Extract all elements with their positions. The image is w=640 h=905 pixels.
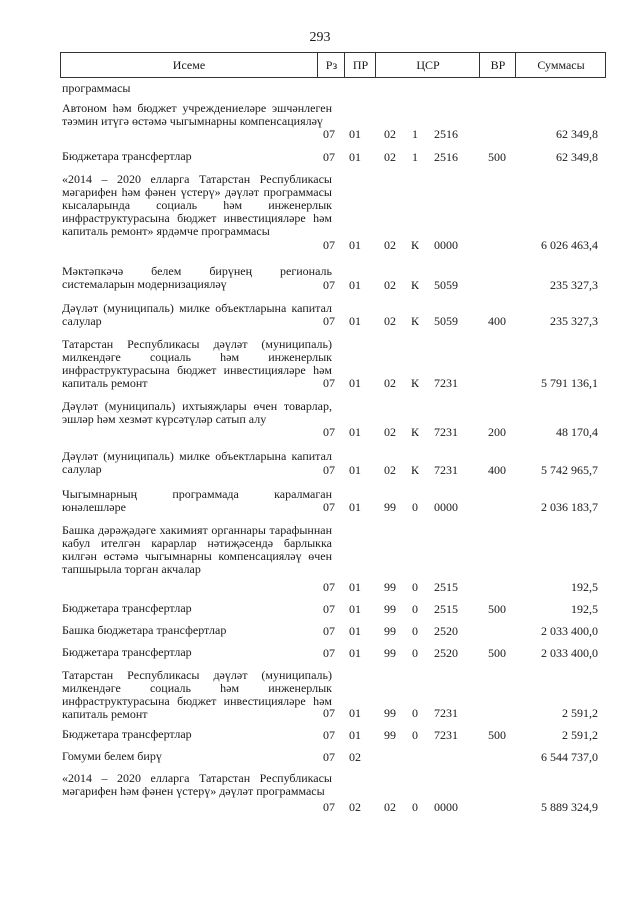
row-csr-program: 99 — [384, 580, 396, 594]
row-vr: 200 — [488, 425, 506, 439]
row-pr: 01 — [349, 314, 361, 328]
row-pr: 01 — [349, 463, 361, 477]
row-vr: 500 — [488, 150, 506, 164]
row-csr-direction: 7231 — [434, 376, 458, 390]
row-pr: 01 — [349, 624, 361, 638]
row-pr: 01 — [349, 602, 361, 616]
table-row — [62, 265, 606, 292]
table-row — [62, 338, 606, 390]
row-csr-subprogram: 0 — [412, 580, 418, 594]
row-vr: 500 — [488, 646, 506, 660]
column-header-pr: ПР — [344, 53, 376, 77]
row-name: Автоном һәм бюджет учреждениеләре эшчәнлеген тәэмин итүгә өстәмә чыгымнарны компенсацияләү — [62, 101, 332, 128]
row-sum: 2 033 400,0 — [541, 624, 598, 638]
row-csr-program: 02 — [384, 150, 396, 164]
row-csr-subprogram: К — [410, 278, 419, 292]
row-rz: 07 — [323, 602, 335, 616]
row-rz: 07 — [323, 376, 335, 390]
row-rz: 07 — [323, 800, 335, 814]
row-sum: 235 327,3 — [550, 314, 598, 328]
row-pr: 01 — [349, 376, 361, 390]
row-vr: 400 — [488, 314, 506, 328]
row-csr-subprogram: 1 — [412, 127, 418, 141]
row-vr: 500 — [488, 602, 506, 616]
row-csr-direction: 0000 — [434, 500, 458, 514]
table-header — [60, 52, 606, 78]
row-pr: 01 — [349, 728, 361, 742]
row-name: Чыгымнарның программада каралмаган юнәлешләре — [62, 487, 332, 514]
row-csr-program: 02 — [384, 800, 396, 814]
row-rz: 07 — [323, 463, 335, 477]
row-name: Бюджетара трансфертлар — [62, 149, 192, 163]
row-csr-program: 99 — [384, 728, 396, 742]
row-pr: 01 — [349, 238, 361, 252]
row-rz: 07 — [323, 580, 335, 594]
row-name: «2014 – 2020 елларга Татарстан Республикасы мәгарифен һәм фәнен үстерү» дәүләт программасы — [62, 771, 332, 798]
row-sum: 2 591,2 — [562, 728, 598, 742]
table-row — [62, 150, 606, 164]
row-rz: 07 — [323, 624, 335, 638]
row-sum: 6 026 463,4 — [541, 238, 598, 252]
continuation-text: программасы — [62, 81, 131, 95]
row-rz: 07 — [323, 238, 335, 252]
row-csr-direction: 7231 — [434, 463, 458, 477]
row-name: Бюджетара трансфертлар — [62, 645, 192, 659]
row-sum: 2 036 183,7 — [541, 500, 598, 514]
row-name: Бюджетара трансфертлар — [62, 601, 192, 615]
row-sum: 62 349,8 — [556, 127, 598, 141]
row-vr: 500 — [488, 728, 506, 742]
row-rz: 07 — [323, 706, 335, 720]
row-sum: 2 591,2 — [562, 706, 598, 720]
row-rz: 07 — [323, 150, 335, 164]
row-pr: 01 — [349, 580, 361, 594]
table-row — [62, 669, 606, 720]
row-csr-program: 99 — [384, 500, 396, 514]
row-csr-program: 99 — [384, 602, 396, 616]
row-csr-program: 99 — [384, 706, 396, 720]
row-rz: 07 — [323, 278, 335, 292]
table-row — [62, 102, 606, 141]
row-csr-subprogram: 0 — [412, 646, 418, 660]
row-csr-direction: 2516 — [434, 150, 458, 164]
row-sum: 5 742 965,7 — [541, 463, 598, 477]
row-csr-program: 02 — [384, 127, 396, 141]
row-sum: 5 791 136,1 — [541, 376, 598, 390]
row-csr-subprogram: 0 — [412, 602, 418, 616]
row-vr: 400 — [488, 463, 506, 477]
row-csr-subprogram: К — [410, 376, 419, 390]
row-name: Гомуми белем бирү — [62, 749, 162, 763]
row-csr-direction: 0000 — [434, 800, 458, 814]
row-sum: 6 544 737,0 — [541, 750, 598, 764]
row-csr-direction: 0000 — [434, 238, 458, 252]
row-pr: 01 — [349, 500, 361, 514]
row-csr-direction: 2515 — [434, 580, 458, 594]
row-csr-program: 02 — [384, 376, 396, 390]
row-csr-program: 99 — [384, 646, 396, 660]
row-csr-program: 02 — [384, 425, 396, 439]
row-csr-direction: 7231 — [434, 706, 458, 720]
row-sum: 192,5 — [571, 602, 598, 616]
row-sum: 192,5 — [571, 580, 598, 594]
row-sum: 62 349,8 — [556, 150, 598, 164]
row-sum: 5 889 324,9 — [541, 800, 598, 814]
row-pr: 01 — [349, 278, 361, 292]
row-name: Дәүләт (муниципаль) ихтыяҗлары өчен товарлар, эшләр һәм хезмәт күрсәтүләр сатып алу — [62, 399, 332, 426]
row-name: Татарстан Республикасы дәүләт (муниципаль) милкендәге социаль һәм инженерлык инфраструктурасына бюджет инвестицияләре һәм капиталь ремонт — [62, 337, 332, 390]
row-rz: 07 — [323, 425, 335, 439]
row-sum: 48 170,4 — [556, 425, 598, 439]
row-name: Татарстан Республикасы дәүләт (муниципаль) милкендәге социаль һәм инженерлык инфраструктурасына бюджет инвестицияләре һәм капиталь ремонт — [62, 668, 332, 721]
row-pr: 02 — [349, 800, 361, 814]
row-pr: 02 — [349, 750, 361, 764]
row-name: Башка бюджетара трансфертлар — [62, 623, 227, 637]
row-rz: 07 — [323, 750, 335, 764]
row-csr-direction: 5059 — [434, 314, 458, 328]
row-csr-direction: 2520 — [434, 624, 458, 638]
row-csr-direction: 7231 — [434, 425, 458, 439]
row-csr-subprogram: 0 — [412, 706, 418, 720]
row-pr: 01 — [349, 425, 361, 439]
table-row — [62, 750, 606, 764]
table-row — [62, 400, 606, 439]
row-csr-subprogram: К — [410, 238, 419, 252]
row-csr-direction: 2520 — [434, 646, 458, 660]
row-pr: 01 — [349, 646, 361, 660]
row-csr-program: 02 — [384, 238, 396, 252]
table-row — [62, 624, 606, 638]
row-csr-subprogram: 0 — [412, 500, 418, 514]
row-csr-direction: 2515 — [434, 602, 458, 616]
table-row — [62, 524, 606, 594]
table-row — [62, 728, 606, 742]
row-name: Мәктәпкәчә белем бирүнең региональ системаларын модернизацияләү — [62, 264, 332, 291]
page-number: 293 — [309, 30, 331, 45]
table-row — [62, 772, 606, 814]
column-header-sum: Суммасы — [515, 53, 606, 77]
row-csr-program: 02 — [384, 278, 396, 292]
row-name: «2014 – 2020 елларга Татарстан Республикасы мәгарифен һәм фәнен үстерү» дәүләт программасы кысаларында социаль һәм инженерлык инфраструктурасына бюджет инвестицияләре һәм капиталь ремонт» ярдәмче программасы — [62, 172, 332, 238]
row-csr-program: 99 — [384, 624, 396, 638]
row-pr: 01 — [349, 127, 361, 141]
column-header-vr: ВР — [479, 53, 516, 77]
row-name: Бюджетара трансфертлар — [62, 727, 192, 741]
row-name: Дәүләт (муниципаль) милке объектларына капитал салулар — [62, 301, 332, 328]
row-csr-subprogram: 0 — [412, 728, 418, 742]
row-rz: 07 — [323, 646, 335, 660]
row-csr-subprogram: 0 — [412, 800, 418, 814]
row-csr-subprogram: К — [410, 463, 419, 477]
row-sum: 235 327,3 — [550, 278, 598, 292]
row-csr-program: 02 — [384, 314, 396, 328]
column-header-csr: ЦСР — [375, 53, 480, 77]
row-sum: 2 033 400,0 — [541, 646, 598, 660]
row-name: Дәүләт (муниципаль) милке объектларына капитал салулар — [62, 449, 332, 476]
row-name: Башка дәрәҗәдәге хакимият органнары тарафыннан кабул ителгән карарлар нәтиҗәсендә барлыкка килгән өстәмә чыгымнарны компенсацияләү өчен тапшырыла торган акчалар — [62, 523, 332, 576]
table-row — [62, 450, 606, 477]
row-pr: 01 — [349, 706, 361, 720]
row-pr: 01 — [349, 150, 361, 164]
row-rz: 07 — [323, 314, 335, 328]
table-row — [62, 488, 606, 514]
row-csr-subprogram: К — [410, 314, 419, 328]
row-rz: 07 — [323, 127, 335, 141]
row-csr-direction: 2516 — [434, 127, 458, 141]
table-row — [62, 602, 606, 616]
row-csr-direction: 5059 — [434, 278, 458, 292]
row-rz: 07 — [323, 500, 335, 514]
table-row — [62, 646, 606, 660]
row-csr-subprogram: 1 — [412, 150, 418, 164]
table-row — [62, 302, 606, 328]
table-row — [62, 173, 606, 252]
row-csr-program: 02 — [384, 463, 396, 477]
column-header-rz: Рз — [317, 53, 345, 77]
row-csr-subprogram: 0 — [412, 624, 418, 638]
row-csr-subprogram: К — [410, 425, 419, 439]
column-header-name: Исеме — [172, 58, 206, 72]
row-rz: 07 — [323, 728, 335, 742]
row-csr-direction: 7231 — [434, 728, 458, 742]
